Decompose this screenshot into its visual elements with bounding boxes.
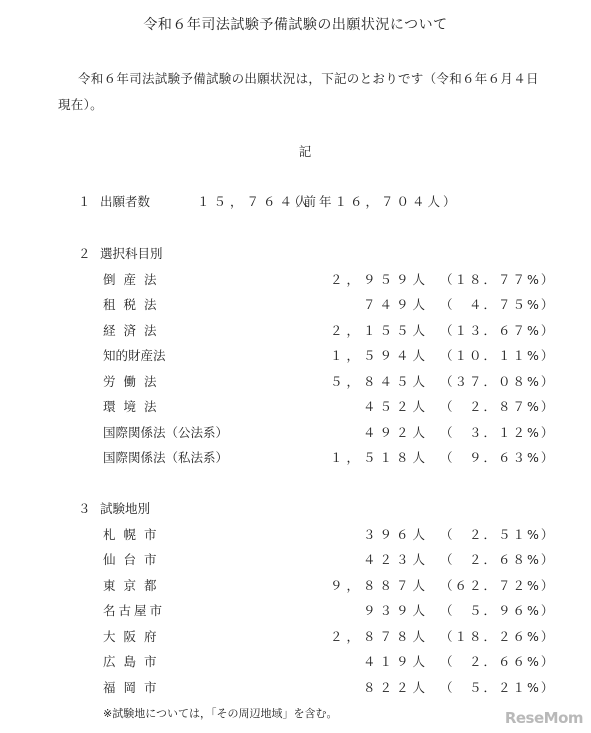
document-title: 令和６年司法試験予備試験の出願状況について	[143, 17, 448, 33]
section-3-label: 試験地別	[100, 501, 151, 516]
location-percent: （１８．２６%）	[440, 629, 556, 644]
location-percent: （ ５．９６%）	[440, 603, 556, 618]
subject-name: 国際関係法（公法系）	[103, 425, 229, 440]
location-row	[0, 525, 591, 545]
ki-heading: 記	[298, 144, 312, 159]
location-row	[0, 627, 591, 647]
section-3-number: ３	[78, 501, 91, 516]
subject-percent: （１０．１１%）	[440, 348, 556, 363]
subject-name: 知的財産法	[103, 348, 166, 363]
location-row	[0, 652, 591, 672]
location-row	[0, 678, 591, 698]
subject-row	[0, 321, 591, 341]
subject-name: 環境法	[103, 399, 165, 414]
location-name: 福岡市	[103, 680, 165, 695]
subject-count: ５，８４５人	[329, 374, 429, 389]
subject-name: 国際関係法（私法系）	[103, 450, 229, 465]
location-name: 東京都	[103, 578, 165, 593]
subject-row	[0, 423, 591, 443]
location-row	[0, 601, 591, 621]
section-1-label: 出願者数	[100, 194, 151, 209]
subject-row	[0, 372, 591, 392]
location-percent: （ ２．６６%）	[440, 654, 556, 669]
subject-row	[0, 270, 591, 290]
subject-row	[0, 346, 591, 366]
subject-row	[0, 397, 591, 417]
subject-count: １，５１８人	[329, 450, 429, 465]
subject-row	[0, 295, 591, 315]
location-name: 名古屋市	[103, 603, 166, 618]
section-1-number: １	[78, 194, 91, 209]
location-name: 大阪府	[103, 629, 165, 644]
subject-name: 経済法	[103, 323, 165, 338]
location-row	[0, 550, 591, 570]
applicants-previous-year: （前年１６，７０４人）	[288, 194, 459, 209]
subject-name: 租税法	[103, 297, 165, 312]
subject-row	[0, 448, 591, 468]
location-count: ３９６人	[362, 527, 429, 542]
subject-count: ４９２人	[362, 425, 429, 440]
subject-count: １，５９４人	[329, 348, 429, 363]
location-count: ９３９人	[362, 603, 429, 618]
subject-name: 労働法	[103, 374, 165, 389]
location-count: ２，８７８人	[329, 629, 429, 644]
subject-percent: （３７．０８%）	[440, 374, 556, 389]
location-percent: （ ２．６８%）	[440, 552, 556, 567]
intro-line-1: 令和６年司法試験予備試験の出願状況は，下記のとおりです（令和６年６月４日	[78, 71, 539, 86]
location-percent: （６２．７２%）	[440, 578, 556, 593]
subject-count: ２，１５５人	[329, 323, 429, 338]
watermark-logo: ReseMom	[504, 709, 583, 727]
location-count: ４２３人	[362, 552, 429, 567]
location-name: 広島市	[103, 654, 165, 669]
subject-percent: （ ９．６３%）	[440, 450, 556, 465]
footnote: ※試験地については，「その周辺地域」を含む。	[103, 707, 338, 720]
subject-percent: （ ３．１２%）	[440, 425, 556, 440]
location-row	[0, 576, 591, 596]
location-count: ４１９人	[362, 654, 429, 669]
subject-count: ７４９人	[362, 297, 429, 312]
subject-percent: （１３．６７%）	[440, 323, 556, 338]
location-count: ８２２人	[362, 680, 429, 695]
applicants-count: １５，７６４人	[197, 194, 313, 209]
location-count: ９，８８７人	[329, 578, 429, 593]
subject-percent: （１８．７７%）	[440, 272, 556, 287]
subject-name: 倒産法	[103, 272, 165, 287]
intro-paragraph	[58, 66, 568, 118]
location-percent: （ ５．２１%）	[440, 680, 556, 695]
subject-count: ４５２人	[362, 399, 429, 414]
section-2-number: ２	[78, 246, 91, 261]
section-2-label: 選択科目別	[100, 246, 163, 261]
location-percent: （ ２．５１%）	[440, 527, 556, 542]
subject-percent: （ ２．８７%）	[440, 399, 556, 414]
location-name: 札幌市	[103, 527, 165, 542]
subject-count: ２，９５９人	[329, 272, 429, 287]
subject-percent: （ ４．７５%）	[440, 297, 556, 312]
location-name: 仙台市	[103, 552, 165, 567]
intro-line-2: 現在）。	[58, 97, 103, 112]
